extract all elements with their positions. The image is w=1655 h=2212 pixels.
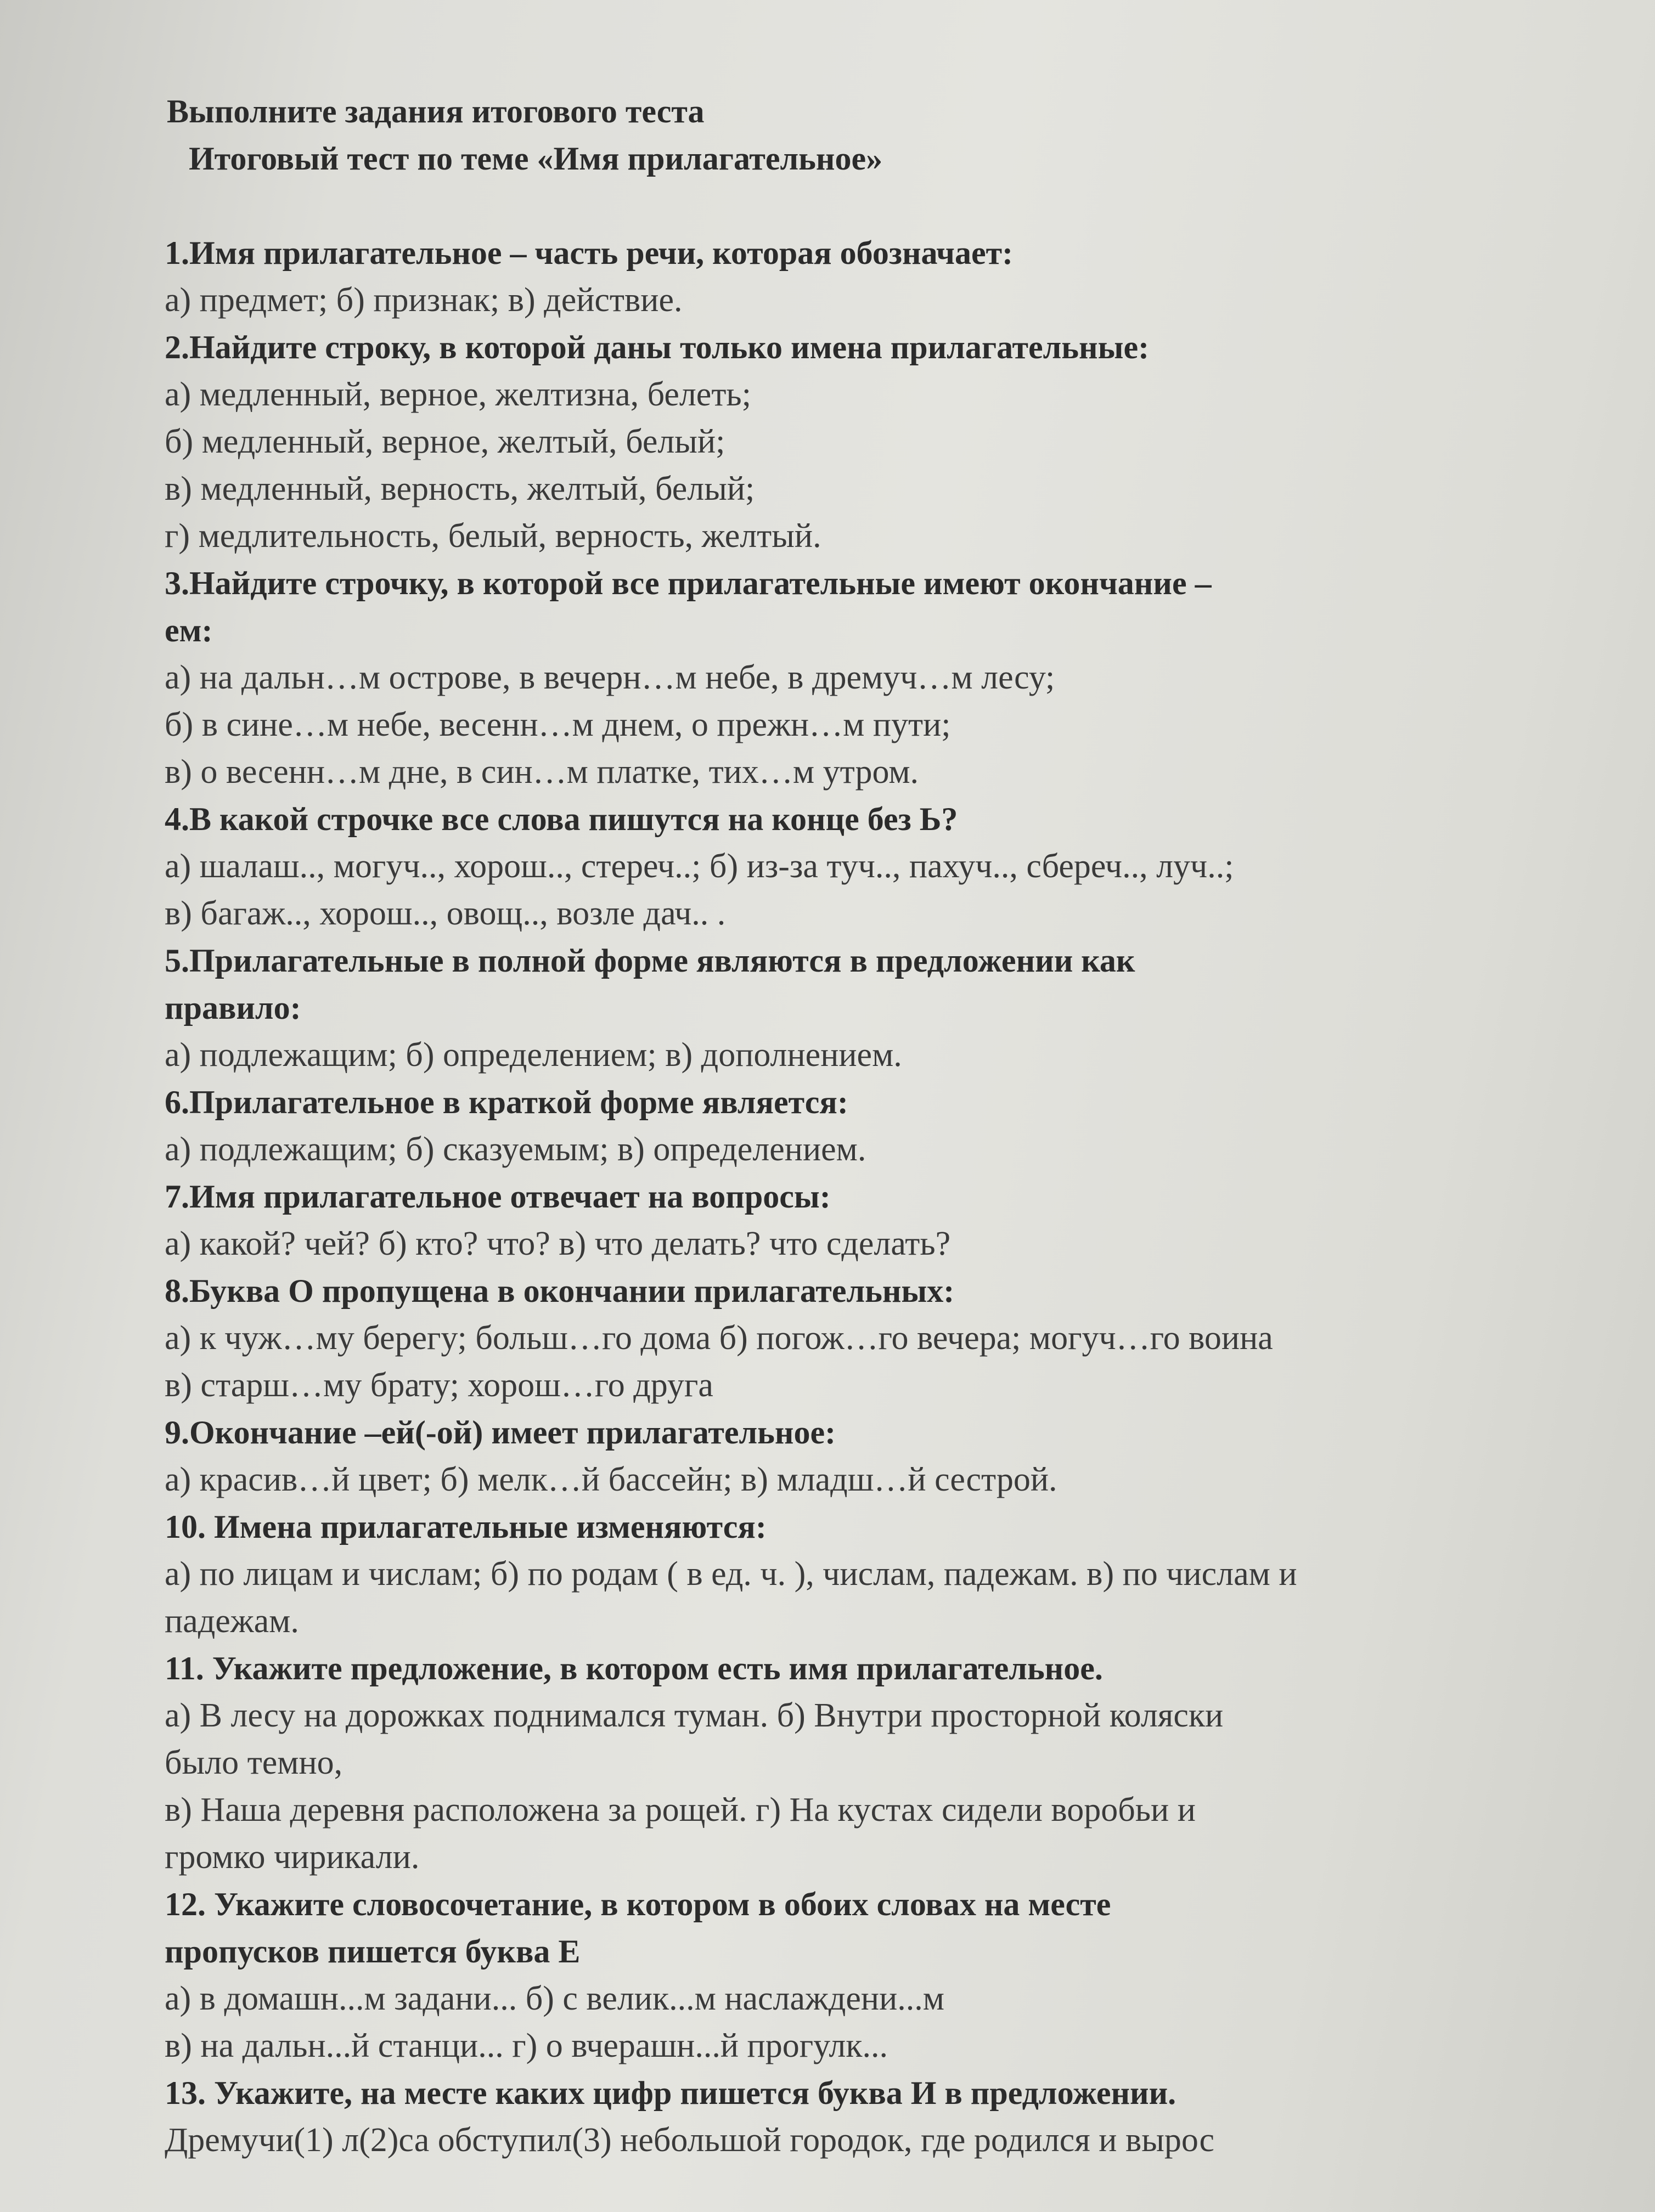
answer-option: в) багаж.., хорош.., овощ.., возле дач.. .: [165, 895, 726, 932]
question-text: 2.Найдите строку, в которой даны только имена прилагательные:: [165, 329, 1150, 365]
answer-option: Дремучи(1) л(2)са обступил(3) небольшой городок, где родился и вырос: [165, 2121, 1214, 2159]
answer-option: в) старш…му брату; хорош…го друга: [165, 1367, 713, 1404]
answer-option: а) какой? чей? б) кто? что? в) что делать? что сделать?: [165, 1225, 951, 1262]
question-block: [165, 2069, 1569, 2164]
question-text: 13. Укажите, на месте каких цифр пишется буква И в предложении.: [165, 2075, 1176, 2111]
question-block: [165, 795, 1569, 937]
answer-option: а) красив…й цвет; б) мелк…й бассейн; в) младш…й сестрой.: [165, 1461, 1057, 1498]
question-block: [165, 1881, 1569, 2069]
answer-option: в) медленный, верность, желтый, белый;: [165, 470, 755, 507]
answer-option: б) медленный, верное, желтый, белый;: [165, 423, 725, 460]
answer-option: а) на дальн…м острове, в вечерн…м небе, в дремуч…м лесу;: [165, 659, 1055, 696]
question-block: [165, 560, 1569, 795]
answer-option: а) шалаш.., могуч.., хорош.., стереч..; б) из-за туч.., пахуч.., сбереч.., луч..;: [165, 848, 1234, 885]
answer-option: а) к чуж…му берегу; больш…го дома б) погож…го вечера; могуч…го воина: [165, 1319, 1273, 1357]
question-text: 9.Окончание –ей(-ой) имеет прилагательное:: [165, 1414, 836, 1451]
answer-option: громко чирикали.: [165, 1838, 420, 1876]
question-text: пропусков пишется буква Е: [165, 1933, 581, 1970]
answer-option: а) медленный, верное, желтизна, белеть;: [165, 376, 751, 413]
question-text: 10. Имена прилагательные изменяются:: [165, 1509, 767, 1545]
question-block: [165, 324, 1569, 560]
answer-option: а) В лесу на дорожках поднимался туман. б) Внутри просторной коляски: [165, 1697, 1224, 1734]
question-text: 4.В какой строчке все слова пишутся на конце без Ь?: [165, 801, 958, 837]
answer-option: падежам.: [165, 1602, 299, 1640]
question-text: 7.Имя прилагательное отвечает на вопросы:: [165, 1178, 831, 1215]
answer-option: а) в домашн...м задани... б) с велик...м наслаждени...м: [165, 1980, 945, 2017]
question-text: 5.Прилагательные в полной форме являются в предложении как: [165, 943, 1135, 979]
answer-option: в) о весенн…м дне, в син…м платке, тих…м утром.: [165, 753, 919, 791]
question-block: [165, 1079, 1569, 1173]
question-block: [165, 229, 1569, 324]
answer-option: а) предмет; б) признак; в) действие.: [165, 281, 683, 319]
answer-option: а) по лицам и числам; б) по родам ( в ед. ч. ), числам, падежам. в) по числам и: [165, 1555, 1297, 1593]
question-text: 3.Найдите строчку, в которой все прилагательные имеют окончание –: [165, 565, 1212, 601]
question-text: 1.Имя прилагательное – часть речи, которая обозначает:: [165, 235, 1014, 271]
question-text: 6.Прилагательное в краткой форме является:: [165, 1084, 848, 1120]
document-heading: Выполните задания итогового теста: [167, 93, 705, 129]
question-block: [165, 1173, 1569, 1267]
question-text: правило:: [165, 990, 301, 1026]
question-block: [165, 1645, 1569, 1881]
question-block: [165, 1267, 1569, 1409]
question-block: [165, 1409, 1569, 1503]
question-text: ем:: [165, 612, 213, 648]
question-text: 8.Буква О пропущена в окончании прилагательных:: [165, 1273, 955, 1309]
answer-option: в) Наша деревня расположена за рощей. г) На кустах сидели воробьи и: [165, 1791, 1196, 1829]
answer-option: а) подлежащим; б) сказуемым; в) определением.: [165, 1131, 866, 1168]
document-title: Итоговый тест по теме «Имя прилагательное»: [189, 140, 883, 177]
answer-option: г) медлительность, белый, верность, желтый.: [165, 517, 821, 555]
question-block: [165, 1503, 1569, 1645]
questions-list: [165, 229, 1569, 2164]
answer-option: в) на дальн...й станци... г) о вчерашн...й прогулк...: [165, 2027, 888, 2064]
answer-option: а) подлежащим; б) определением; в) дополнением.: [165, 1036, 902, 1074]
question-block: [165, 937, 1569, 1079]
answer-option: было темно,: [165, 1744, 343, 1781]
question-text: 11. Укажите предложение, в котором есть имя прилагательное.: [165, 1650, 1103, 1686]
answer-option: б) в сине…м небе, весенн…м днем, о прежн…м пути;: [165, 706, 951, 743]
test-document: [165, 88, 1569, 2164]
question-text: 12. Укажите словосочетание, в котором в обоих словах на месте: [165, 1886, 1111, 1922]
